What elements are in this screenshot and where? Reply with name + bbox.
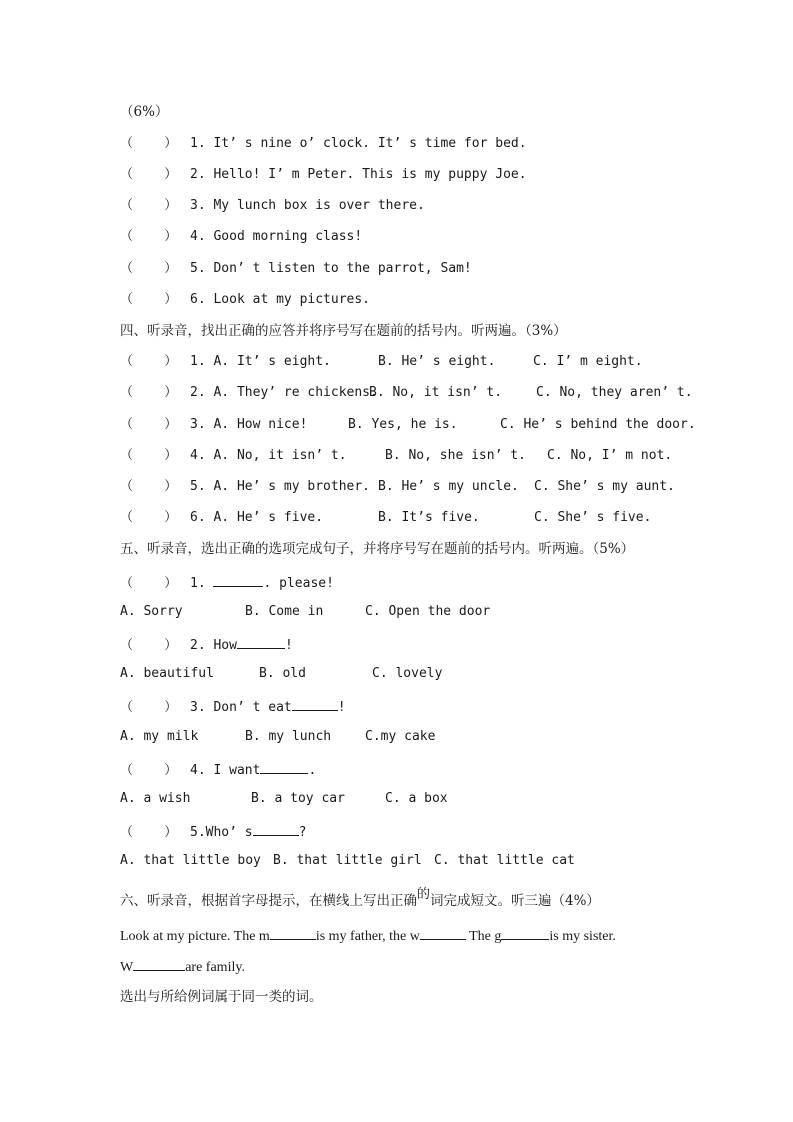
passage-text: Look at my picture. The m <box>120 929 270 944</box>
option-c: C. No, I’ m not. <box>547 448 673 463</box>
item-text: 3. My lunch box is over there. <box>190 198 425 213</box>
section5-item-5-options <box>120 853 680 869</box>
option-a: A. Sorry <box>120 604 183 619</box>
answer-blank[interactable] <box>260 760 308 774</box>
section3-item-6 <box>120 292 370 308</box>
section3-item-3 <box>120 198 425 214</box>
item-text: 6. Look at my pictures. <box>190 292 371 307</box>
item-text: 2. Hello! I’ m Peter. This is my puppy Joe. <box>190 167 527 182</box>
section5-item-3-stem <box>120 697 346 716</box>
section4-item-5 <box>120 479 680 495</box>
option-b: B. old <box>259 666 306 681</box>
option-c: C. I’ m eight. <box>533 354 643 369</box>
answer-bracket[interactable]: （ ） <box>120 479 178 494</box>
section5-item-1-stem <box>120 573 334 592</box>
answer-bracket[interactable]: （ ） <box>120 510 178 525</box>
answer-blank-w2[interactable] <box>133 957 185 971</box>
answer-blank[interactable] <box>237 635 285 649</box>
section4-item-2 <box>120 385 693 401</box>
answer-bracket[interactable]: （ ） <box>120 167 178 182</box>
section5-item-2-options <box>120 666 680 682</box>
heading-raised-char: 的 <box>417 887 431 902</box>
section3-item-4 <box>120 229 362 245</box>
option-b: B. He’ s my uncle. <box>378 479 519 494</box>
answer-bracket[interactable]: （ ） <box>120 448 178 463</box>
answer-bracket[interactable]: （ ） <box>120 292 178 307</box>
stem-suffix: ! <box>337 700 346 715</box>
stem-suffix: . <box>308 763 317 778</box>
option-a: A. a wish <box>120 791 191 806</box>
section6-passage-line1 <box>120 926 616 945</box>
section5-item-5-stem <box>120 822 306 841</box>
passage-text: are family. <box>185 960 245 975</box>
answer-bracket[interactable]: （ ） <box>120 198 178 213</box>
stem-prefix: 5.Who’ s <box>190 825 253 840</box>
option-a: 2. A. They’ re chickens. <box>190 385 378 400</box>
option-b: B. Yes, he is. <box>348 417 458 432</box>
section5-item-4-stem <box>120 760 316 779</box>
section5-item-2-stem <box>120 635 293 654</box>
answer-blank[interactable] <box>292 697 338 711</box>
section5-item-1-options <box>120 604 680 620</box>
option-b: B. a toy car <box>251 791 345 806</box>
option-a: A. that little boy <box>120 853 261 868</box>
answer-blank-m[interactable] <box>270 926 316 940</box>
section3-score: （6%） <box>120 104 169 120</box>
option-a: 6. A. He’ s five. <box>190 510 324 525</box>
passage-text: is my father, the w <box>315 929 420 944</box>
answer-bracket[interactable]: （ ） <box>120 638 178 653</box>
section4-item-6 <box>120 510 680 526</box>
option-b: B. It’s five. <box>378 510 480 525</box>
answer-bracket[interactable]: （ ） <box>120 136 178 151</box>
option-a: 1. A. It’ s eight. <box>190 354 331 369</box>
answer-bracket[interactable]: （ ） <box>120 354 178 369</box>
option-a: A. my milk <box>120 729 199 744</box>
section4-item-4 <box>120 448 680 464</box>
passage-text: is my sister. <box>549 929 616 944</box>
section5-item-4-options <box>120 791 680 807</box>
option-c: C. a box <box>385 791 448 806</box>
passage-text: W <box>120 960 134 975</box>
option-b: B. No, she isn’ t. <box>385 448 526 463</box>
stem-prefix: 2. How <box>190 638 237 653</box>
section4-item-3 <box>120 417 696 433</box>
section3-item-2 <box>120 167 527 183</box>
section3-item-5 <box>120 261 472 277</box>
passage-text: The g <box>465 929 502 944</box>
answer-blank-w[interactable] <box>420 926 466 940</box>
section4-heading: 四、听录音，找出正确的应答并将序号写在题前的括号内。听两遍。（3%） <box>120 323 567 339</box>
answer-bracket[interactable]: （ ） <box>120 261 178 276</box>
option-c: C. lovely <box>372 666 443 681</box>
item-text: 4. Good morning class! <box>190 229 363 244</box>
answer-blank[interactable] <box>213 573 263 587</box>
option-b: B. No, it isn’ t. <box>369 385 503 400</box>
stem-prefix: 1. <box>190 576 214 591</box>
stem-suffix: ! <box>284 638 293 653</box>
heading-text: 词完成短文。听三遍（4%） <box>430 893 600 909</box>
section6-passage-line2 <box>120 957 245 976</box>
option-a: 3. A. How nice! <box>190 417 308 432</box>
section7-heading: 选出与所给例词属于同一类的词。 <box>120 989 323 1005</box>
stem-suffix: . please! <box>263 576 334 591</box>
answer-bracket[interactable]: （ ） <box>120 576 178 591</box>
option-c: C. He’ s behind the door. <box>500 417 696 432</box>
answer-bracket[interactable]: （ ） <box>120 417 178 432</box>
section5-heading: 五、听录音，选出正确的选项完成句子，并将序号写在题前的括号内。听两遍。（5%） <box>120 541 635 557</box>
option-a: A. beautiful <box>120 666 214 681</box>
option-c: C. that little cat <box>434 853 575 868</box>
option-b: B. my lunch <box>245 729 332 744</box>
option-a: 4. A. No, it isn’ t. <box>190 448 347 463</box>
option-c: C. She’ s five. <box>534 510 652 525</box>
answer-bracket[interactable]: （ ） <box>120 229 178 244</box>
answer-bracket[interactable]: （ ） <box>120 385 178 400</box>
answer-blank[interactable] <box>253 822 299 836</box>
section5-item-3-options <box>120 729 680 745</box>
answer-bracket[interactable]: （ ） <box>120 825 178 840</box>
section4-item-1 <box>120 354 680 370</box>
option-a: 5. A. He’ s my brother. <box>190 479 371 494</box>
option-c: C. Open the door <box>365 604 491 619</box>
heading-text: 六、听录音，根据首字母提示，在横线上写出正确 <box>120 893 417 909</box>
answer-bracket[interactable]: （ ） <box>120 763 178 778</box>
item-text: 5. Don’ t listen to the parrot, Sam! <box>190 261 472 276</box>
option-b: B. Come in <box>245 604 324 619</box>
option-b: B. that little girl <box>273 853 422 868</box>
section3-item-1 <box>120 136 527 152</box>
item-text: 1. It’ s nine o’ clock. It’ s time for bed. <box>190 136 527 151</box>
option-c: C. She’ s my aunt. <box>534 479 675 494</box>
option-c: C.my cake <box>365 729 436 744</box>
answer-blank-g[interactable] <box>501 926 549 940</box>
answer-bracket[interactable]: （ ） <box>120 700 178 715</box>
section6-heading <box>120 887 600 910</box>
stem-prefix: 4. I want <box>190 763 261 778</box>
option-c: C. No, they aren’ t. <box>536 385 693 400</box>
stem-suffix: ? <box>298 825 307 840</box>
stem-prefix: 3. Don’ t eat <box>190 700 292 715</box>
option-b: B. He’ s eight. <box>378 354 496 369</box>
